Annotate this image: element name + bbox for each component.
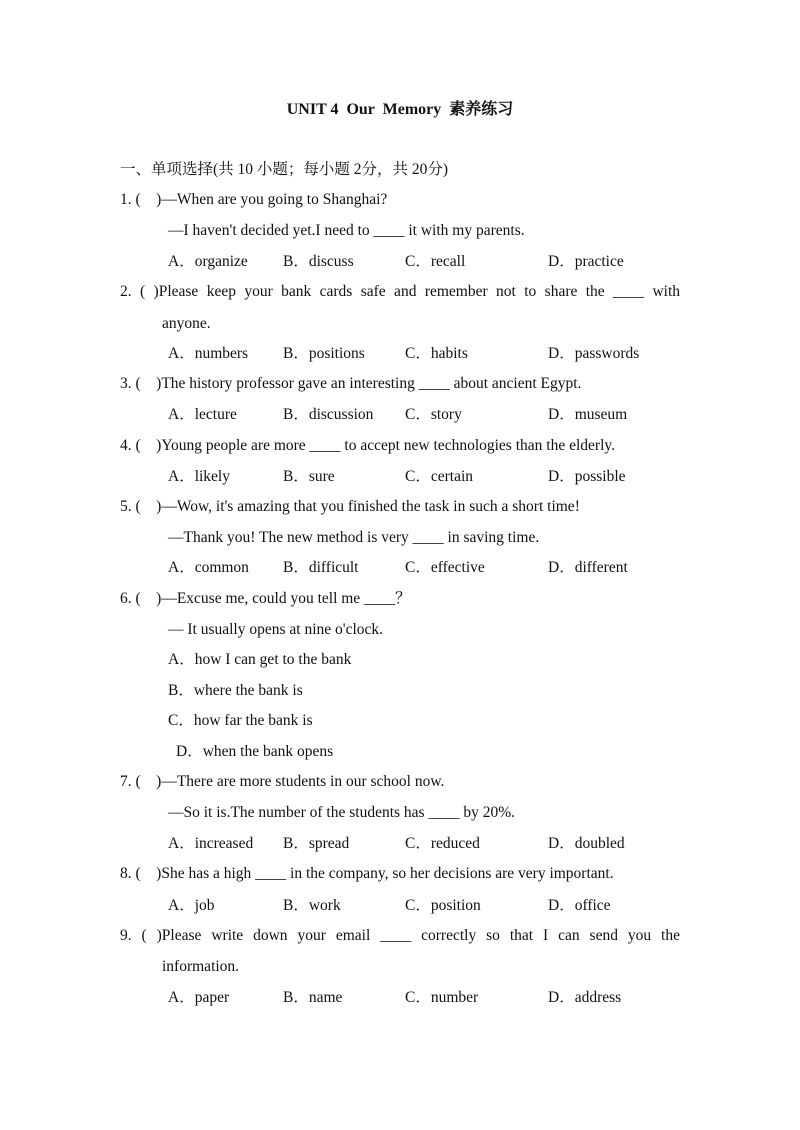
question-3-stem: 3. ( )The history professor gave an interesting ____ about ancient Egypt. bbox=[120, 375, 582, 392]
question-6-option-c[interactable]: C．how far the bank is bbox=[168, 712, 313, 729]
question-8-option-d[interactable]: D．office bbox=[548, 897, 611, 914]
question-8-option-b[interactable]: B．work bbox=[283, 897, 341, 914]
question-5-option-c[interactable]: C．effective bbox=[405, 559, 485, 576]
question-6-stem: 6. ( )—Excuse me, could you tell me ____？ bbox=[120, 590, 411, 607]
question-5-option-b[interactable]: B．difficult bbox=[283, 559, 359, 576]
question-4-stem: 4. ( )Young people are more ____ to accept new technologies than the elderly. bbox=[120, 437, 615, 454]
question-1-stem: 1. ( )—When are you going to Shanghai? bbox=[120, 191, 388, 208]
question-5-stem: 5. ( )—Wow, it's amazing that you finished the task in such a short time! bbox=[120, 498, 580, 515]
question-2-option-a[interactable]: A．numbers bbox=[168, 345, 249, 362]
question-8-stem: 8. ( )She has a high ____ in the company, so her decisions are very important. bbox=[120, 865, 614, 882]
question-3-option-d[interactable]: D．museum bbox=[548, 406, 628, 423]
question-2-option-c[interactable]: C．habits bbox=[405, 345, 468, 362]
question-5-reply: —Thank you! The new method is very ____ in saving time. bbox=[168, 529, 540, 546]
section-heading: 一、单项选择(共 10 小题；每小题 2分，共 20分) bbox=[120, 161, 449, 178]
question-8-option-c[interactable]: C．position bbox=[405, 897, 481, 914]
question-7-option-b[interactable]: B．spread bbox=[283, 835, 350, 852]
question-7-stem: 7. ( )—There are more students in our school now. bbox=[120, 773, 445, 790]
question-4-option-b[interactable]: B．sure bbox=[283, 468, 335, 485]
question-7-option-c[interactable]: C．reduced bbox=[405, 835, 480, 852]
question-5-option-a[interactable]: A．common bbox=[168, 559, 249, 576]
question-2-option-d[interactable]: D．passwords bbox=[548, 345, 640, 362]
question-7-option-d[interactable]: D．doubled bbox=[548, 835, 625, 852]
question-3-option-b[interactable]: B．discussion bbox=[283, 406, 374, 423]
question-4-option-a[interactable]: A．likely bbox=[168, 468, 230, 485]
question-1-option-d[interactable]: D．practice bbox=[548, 253, 624, 270]
question-9-option-b[interactable]: B．name bbox=[283, 989, 343, 1006]
question-1-reply: —I haven't decided yet.I need to ____ it with my parents. bbox=[168, 222, 525, 239]
question-2-stem: 2. ( )Please keep your bank cards safe and remember not to share the ____ with bbox=[120, 283, 680, 300]
page-title: UNIT 4 Our Memory 素养练习 bbox=[286, 101, 514, 118]
question-2-continuation: anyone. bbox=[162, 315, 211, 332]
question-9-option-c[interactable]: C．number bbox=[405, 989, 479, 1006]
question-6-option-d[interactable]: D．when the bank opens bbox=[176, 743, 334, 760]
question-4-option-d[interactable]: D．possible bbox=[548, 468, 626, 485]
question-9-stem: 9. ( )Please write down your email ____ correctly so that I can send you the bbox=[120, 927, 680, 944]
question-3-option-a[interactable]: A．lecture bbox=[168, 406, 237, 423]
question-9-continuation: information. bbox=[162, 958, 240, 975]
question-1-option-a[interactable]: A．organize bbox=[168, 253, 248, 270]
question-7-reply: —So it is.The number of the students has ____ by 20%. bbox=[168, 804, 515, 821]
question-2-option-b[interactable]: B．positions bbox=[283, 345, 365, 362]
question-6-reply: — It usually opens at nine o'clock. bbox=[168, 621, 384, 638]
question-3-option-c[interactable]: C．story bbox=[405, 406, 462, 423]
question-1-option-b[interactable]: B．discuss bbox=[283, 253, 354, 270]
question-6-option-a[interactable]: A．how I can get to the bank bbox=[168, 651, 352, 668]
question-4-option-c[interactable]: C．certain bbox=[405, 468, 474, 485]
question-9-option-a[interactable]: A．paper bbox=[168, 989, 230, 1006]
question-9-option-d[interactable]: D．address bbox=[548, 989, 622, 1006]
question-6-option-b[interactable]: B．where the bank is bbox=[168, 682, 303, 699]
question-1-option-c[interactable]: C．recall bbox=[405, 253, 466, 270]
question-8-option-a[interactable]: A．job bbox=[168, 897, 215, 914]
question-7-option-a[interactable]: A．increased bbox=[168, 835, 254, 852]
question-5-option-d[interactable]: D．different bbox=[548, 559, 628, 576]
